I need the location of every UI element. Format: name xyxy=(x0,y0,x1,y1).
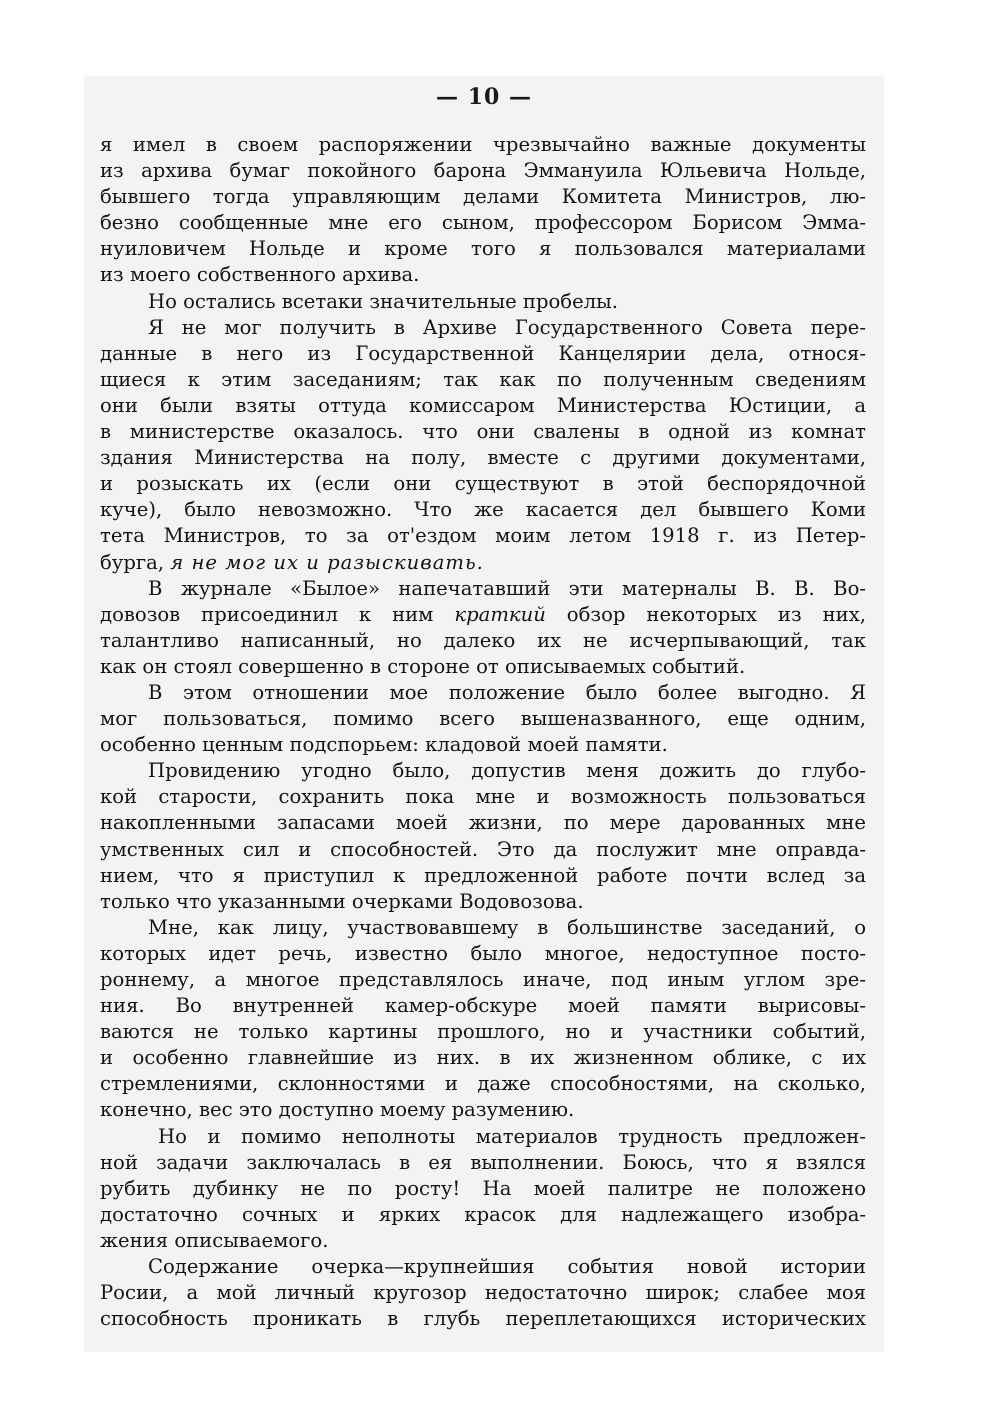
body-text xyxy=(100,132,866,1332)
text-segment: Но и помимо неполноты материалов трудность предложен- xyxy=(158,1124,866,1148)
text-segment: стремлениями, склонностями и даже способностями, на сколько, xyxy=(100,1072,866,1096)
text-segment: способность проникать в глубь переплетающихся исторических xyxy=(100,1307,866,1331)
text-line xyxy=(100,1071,866,1097)
text-line xyxy=(100,1306,866,1332)
text-segment: здания Министерства на полу, вместе с другими документами, xyxy=(100,446,866,470)
text-segment: роннему, а многое представлялось иначе, под иным углом зре- xyxy=(100,968,866,991)
text-segment: Росии, а мой личный кругозор недостаточно широк; слабее моя xyxy=(100,1281,866,1305)
text-line xyxy=(100,967,866,993)
text-line xyxy=(100,654,866,680)
text-segment: только что указанными очерками Водовозова. xyxy=(100,889,584,913)
text-segment: В этом отношении мое положение было более выгодно. Я xyxy=(148,680,866,704)
text-segment: и особенно главнейшие из них. в их жизненном облике, с их xyxy=(100,1046,866,1070)
text-segment: как он стоял совершенно в стороне от описываемых событий. xyxy=(100,654,746,678)
text-segment: жения описываемого. xyxy=(100,1228,329,1252)
text-line xyxy=(100,993,866,1019)
text-segment: рубить дубинку не по росту! На моей палитре не положено xyxy=(100,1176,866,1200)
text-line xyxy=(100,628,866,654)
text-line xyxy=(100,1280,866,1306)
text-line xyxy=(100,602,866,628)
text-line xyxy=(100,941,866,967)
text-segment: щиеся к этим заседаниям; так как по полученным сведениям xyxy=(100,367,866,391)
text-segment: бурга, xyxy=(100,550,171,574)
text-line xyxy=(100,315,866,341)
text-segment: накопленными запасами моей жизни, по мере дарованных мне xyxy=(100,811,866,835)
text-segment: безно сообщенные мне его сыном, профессором Борисом Эмма- xyxy=(100,211,866,235)
text-segment: бывшего тогда управляющим делами Комитета Министров, лю- xyxy=(100,185,866,209)
text-line xyxy=(100,1176,866,1202)
text-line xyxy=(100,262,866,288)
text-segment: ной задачи заключалась в ея выполнении. Боюсь, что я взялся xyxy=(100,1150,866,1174)
text-segment: умственных сил и способностей. Это да послужит мне оправда- xyxy=(100,837,866,861)
text-segment: обзор некоторых из них, xyxy=(545,602,866,626)
emphasized-text: краткий xyxy=(454,602,546,626)
text-line xyxy=(100,289,866,315)
text-line xyxy=(100,810,866,836)
text-segment: и розыскать их (если они существуют в этой беспорядочной xyxy=(100,472,866,496)
text-segment: нуиловичем Нольде и кроме того я пользовался материалами xyxy=(100,237,866,261)
text-segment: В журнале «Былое» напечатавший эти матерналы В. В. Во- xyxy=(148,576,866,600)
text-line xyxy=(100,1045,866,1071)
text-line xyxy=(100,576,866,602)
text-line xyxy=(100,889,866,915)
text-segment: особенно ценным подспорьем: кладовой моей памяти. xyxy=(100,733,668,757)
text-line xyxy=(100,393,866,419)
text-segment: из архива бумаг покойного барона Эммануила Юльевича Нольде, xyxy=(100,159,866,183)
text-line xyxy=(100,837,866,863)
text-segment: куче), было невозможно. Что же касается дел бывшего Коми xyxy=(100,498,866,522)
text-segment: ния. Во внутренней камер-обскуре моей памяти вырисовы- xyxy=(100,994,866,1018)
text-line xyxy=(100,863,866,889)
text-segment: конечно, вес это доступно моему разумению. xyxy=(100,1098,575,1122)
text-line xyxy=(100,732,866,758)
text-line xyxy=(100,758,866,784)
text-line xyxy=(100,158,866,184)
text-line xyxy=(100,1202,866,1228)
text-line xyxy=(100,784,866,810)
emphasized-text: я не мог их и разыскивать. xyxy=(170,550,484,574)
text-segment: тета Министров, то за от'ездом моим летом 1918 г. из Петер- xyxy=(100,524,866,548)
text-segment: Содержание очерка—крупнейшия события новой истории xyxy=(148,1255,866,1279)
text-line xyxy=(100,497,866,523)
text-line xyxy=(100,523,866,549)
text-segment: ваются не только картины прошлого, но и участники событий, xyxy=(100,1020,866,1044)
text-segment: кой старости, сохранить пока мне и возможность пользоваться xyxy=(100,785,866,809)
text-segment: талантливо написанный, но далеко их не исчерпывающий, так xyxy=(100,628,866,652)
text-segment: из моего собственного архива. xyxy=(100,263,420,287)
text-segment: Но остались всетаки значительные пробелы. xyxy=(148,289,618,313)
text-segment: данные в него из Государственной Канцелярии дела, относя- xyxy=(100,341,866,365)
text-line xyxy=(100,706,866,732)
text-line xyxy=(100,419,866,445)
text-line xyxy=(100,341,866,367)
text-line xyxy=(100,680,866,706)
text-segment: мог пользоваться, помимо всего вышеназванного, еще одним, xyxy=(100,707,866,731)
book-page xyxy=(84,76,884,1352)
text-segment: достаточно сочных и ярких красок для надлежащего изобра- xyxy=(100,1202,866,1226)
text-line xyxy=(100,210,866,236)
text-segment: Я не мог получить в Архиве Государственного Совета пере- xyxy=(148,315,866,339)
text-line xyxy=(100,1019,866,1045)
text-line xyxy=(100,471,866,497)
text-line xyxy=(100,1150,866,1176)
text-segment: нием, что я приступил к предложенной работе почти вслед за xyxy=(100,863,866,887)
text-segment: в министерстве оказалось. что они свалены в одной из комнат xyxy=(100,420,866,444)
text-line xyxy=(100,1124,866,1150)
text-line xyxy=(100,1228,866,1254)
text-line xyxy=(100,915,866,941)
text-line xyxy=(100,550,866,576)
text-line xyxy=(100,1097,866,1123)
text-segment: я имел в своем распоряжении чрезвычайно важные документы xyxy=(100,133,866,156)
text-line xyxy=(100,132,866,158)
text-line xyxy=(100,236,866,262)
text-segment: Мне, как лицу, участвовавшему в большинстве заседаний, о xyxy=(148,915,866,939)
text-segment: которых идет речь, известно было многое, недоступное посто- xyxy=(100,941,866,965)
text-segment: довозов присоединил к ним xyxy=(100,602,455,626)
text-line xyxy=(100,367,866,393)
text-line xyxy=(100,1254,866,1280)
text-line xyxy=(100,184,866,210)
page-number: — 10 — xyxy=(436,84,532,110)
text-line xyxy=(100,445,866,471)
text-segment: они были взяты оттуда комиссаром Министерства Юстиции, а xyxy=(100,393,866,417)
text-segment: Провидению угодно было, допустив меня дожить до глубо- xyxy=(148,759,866,783)
